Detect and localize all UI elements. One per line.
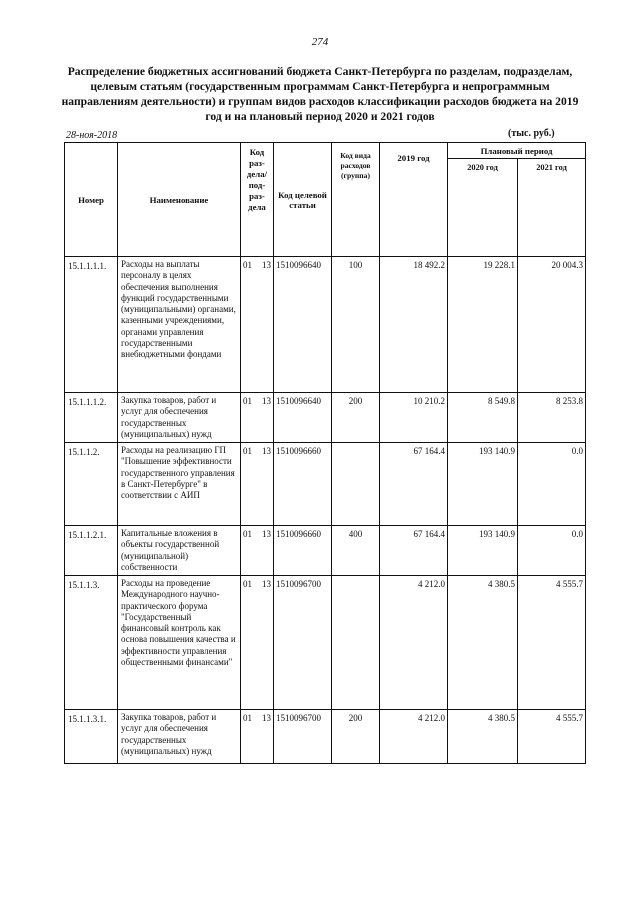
row-2019: 18 492.2 [380, 257, 448, 393]
row-2020: 8 549.8 [448, 393, 518, 443]
row-2021: 4 555.7 [518, 576, 586, 710]
row-2019: 67 164.4 [380, 526, 448, 576]
razdel-code: 01 [243, 579, 252, 589]
header-number: Номер [65, 143, 118, 257]
razdel-code: 01 [243, 713, 252, 723]
table-row [65, 393, 586, 443]
row-2020: 193 140.9 [448, 526, 518, 576]
table-row [65, 710, 586, 764]
row-group: 100 [332, 257, 380, 393]
header-target: Код целевой статьи [274, 143, 332, 257]
row-name: Закупка товаров, работ и услуг для обеспечения государственных (муниципальных) нужд [118, 710, 241, 764]
row-group: 400 [332, 526, 380, 576]
row-group [332, 443, 380, 526]
row-2020: 4 380.5 [448, 710, 518, 764]
row-2019: 4 212.0 [380, 576, 448, 710]
row-razdel [241, 257, 274, 393]
row-razdel [241, 576, 274, 710]
table-row [65, 257, 586, 393]
podrazdel-code: 13 [262, 579, 271, 589]
podrazdel-code: 13 [262, 713, 271, 723]
podrazdel-code: 13 [262, 446, 271, 456]
header-razdel: Код раз-дела/ под-раз-дела [241, 143, 274, 257]
razdel-code: 01 [243, 446, 252, 456]
row-name: Расходы на проведение Международного научно-практического форума "Государственный финансовый контроль как основа повышения качества и эффективности управления общественными финансами" [118, 576, 241, 710]
page-number: 274 [311, 36, 329, 48]
row-name: Капитальные вложения в объекты государственной (муниципальной) собственности [118, 526, 241, 576]
budget-table [64, 142, 586, 764]
row-2020: 193 140.9 [448, 443, 518, 526]
header-2019: 2019 год [380, 143, 448, 257]
row-2019: 67 164.4 [380, 443, 448, 526]
row-target: 1510096700 [274, 576, 332, 710]
row-2020: 4 380.5 [448, 576, 518, 710]
row-target: 1510096640 [274, 393, 332, 443]
row-razdel [241, 393, 274, 443]
row-name: Закупка товаров, работ и услуг для обеспечения государственных (муниципальных) нужд [118, 393, 241, 443]
row-2021: 0.0 [518, 526, 586, 576]
row-group [332, 576, 380, 710]
table-row [65, 576, 586, 710]
row-2020: 19 228.1 [448, 257, 518, 393]
document-date: 28-ноя-2018 [66, 130, 118, 141]
row-target: 1510096640 [274, 257, 332, 393]
row-target: 1510096660 [274, 443, 332, 526]
row-razdel [241, 526, 274, 576]
header-2020: 2020 год [448, 159, 518, 257]
header-name: Наименование [118, 143, 241, 257]
podrazdel-code: 13 [262, 396, 271, 406]
row-number: 15.1.1.2. [65, 443, 118, 526]
row-number: 15.1.1.3.1. [65, 710, 118, 764]
razdel-code: 01 [243, 396, 252, 406]
header-2021: 2021 год [518, 159, 586, 257]
razdel-code: 01 [243, 529, 252, 539]
row-2021: 4 555.7 [518, 710, 586, 764]
row-name: Расходы на реализацию ГП "Повышение эффективности государственного управления в Санкт-Петербурге" в соответствии с АИП [118, 443, 241, 526]
row-razdel [241, 710, 274, 764]
header-expense-group: Код вида расходов (группа) [332, 143, 380, 257]
row-2019: 10 210.2 [380, 393, 448, 443]
row-target: 1510096700 [274, 710, 332, 764]
table-row [65, 443, 586, 526]
row-name: Расходы на выплаты персоналу в целях обеспечения выполнения функций государственными (муниципальными) органами, казенными учреждениями, органами управления государственными внебюджетными фондами [118, 257, 241, 393]
row-group: 200 [332, 710, 380, 764]
row-number: 15.1.1.3. [65, 576, 118, 710]
document-title: Распределение бюджетных ассигнований бюджета Санкт-Петербурга по разделам, подразделам, целевым статьям (государственным программам Санкт-Петербурга и непрограммным направлениям деятельности) и группам видов расходов классификации расходов бюджета на 2019 год и на плановый период 2020 и 2021 годов [61, 65, 579, 123]
row-number: 15.1.1.1.2. [65, 393, 118, 443]
row-2019: 4 212.0 [380, 710, 448, 764]
row-number: 15.1.1.1.1. [65, 257, 118, 393]
units-label: (тыс. руб.) [508, 128, 555, 139]
row-2021: 20 004.3 [518, 257, 586, 393]
podrazdel-code: 13 [262, 260, 271, 270]
row-2021: 8 253.8 [518, 393, 586, 443]
row-number: 15.1.1.2.1. [65, 526, 118, 576]
row-razdel [241, 443, 274, 526]
podrazdel-code: 13 [262, 529, 271, 539]
row-2021: 0.0 [518, 443, 586, 526]
razdel-code: 01 [243, 260, 252, 270]
table-row [65, 526, 586, 576]
header-plan-period: Плановый период [448, 143, 586, 159]
row-target: 1510096660 [274, 526, 332, 576]
row-group: 200 [332, 393, 380, 443]
